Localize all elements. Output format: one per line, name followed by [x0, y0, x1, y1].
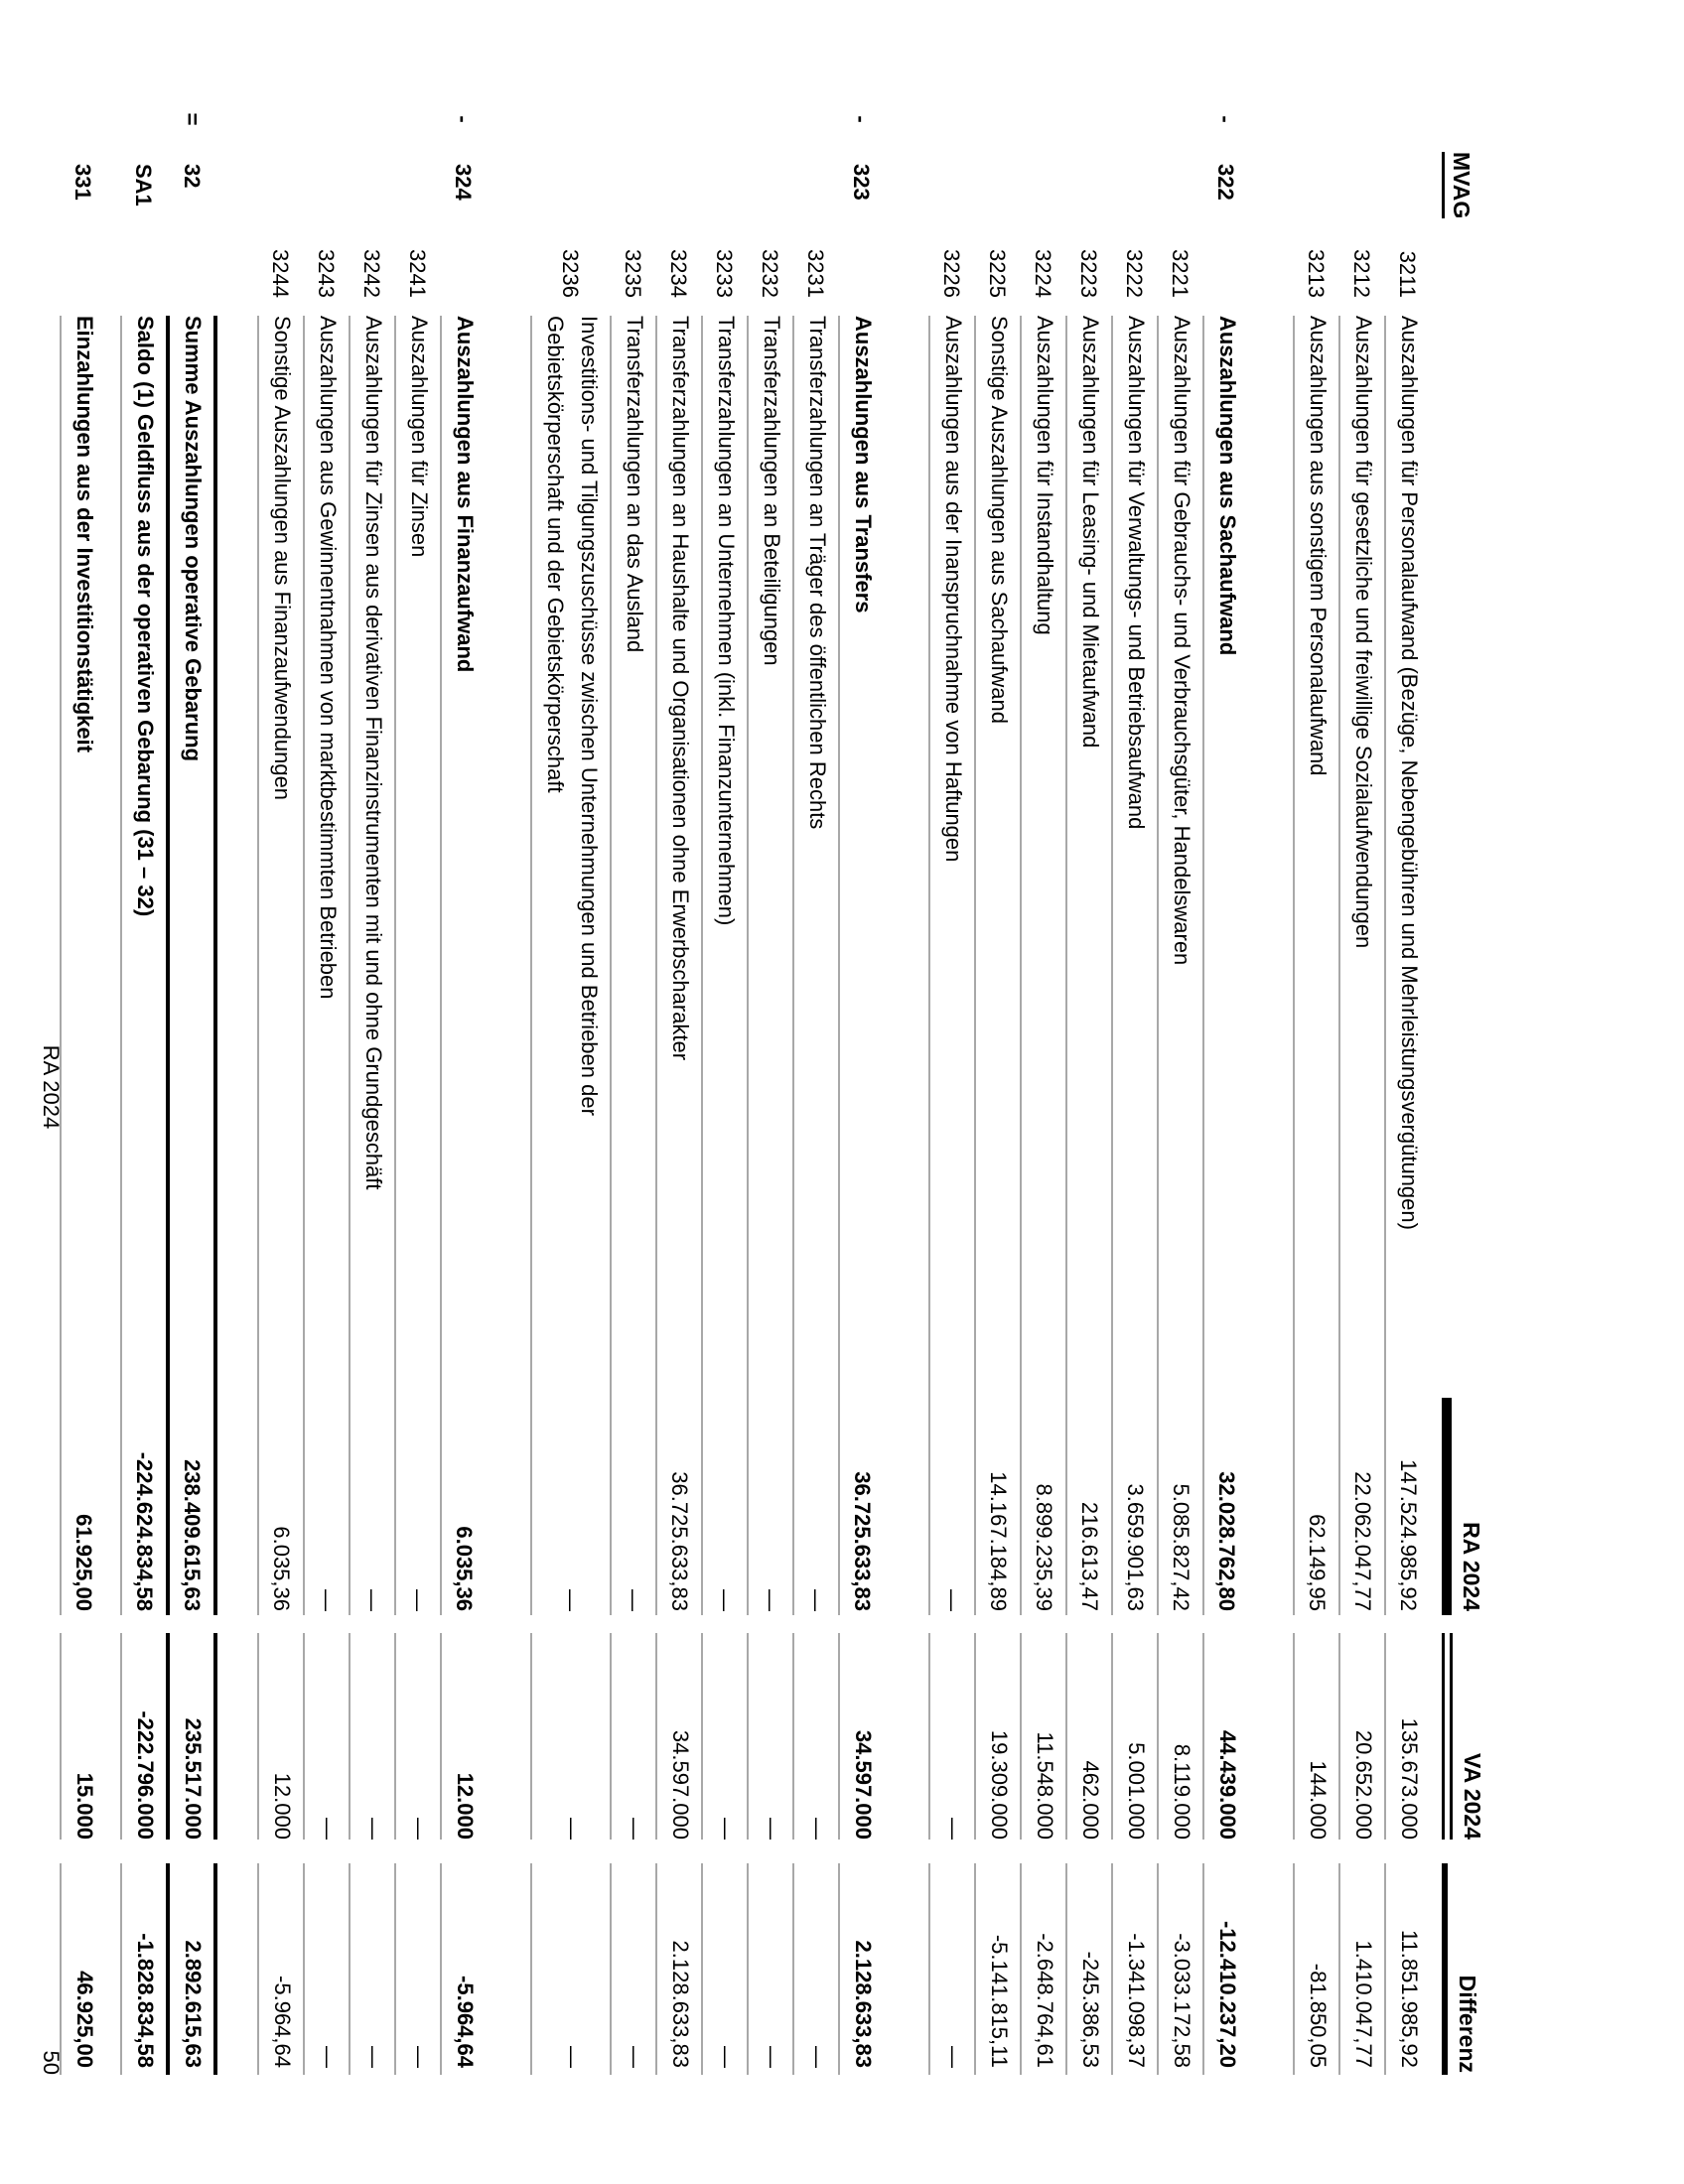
row-ra-value: 3.659.901,63	[1123, 1483, 1148, 1611]
table-content	[60, 0, 1684, 2184]
row-diff-value: -245.386,53	[1065, 1863, 1111, 2075]
row-description: Auszahlungen aus Sachaufwand	[1215, 316, 1240, 656]
row-ra-value: 6.035,36	[452, 1526, 477, 1611]
row-code: 3222	[1122, 249, 1147, 298]
row-code: 3211	[1395, 250, 1420, 298]
row-va-value: —	[928, 1633, 974, 1840]
row-description: Auszahlungen für Instandhaltung	[1033, 316, 1057, 635]
row-ra-value: —	[622, 1589, 646, 1611]
row-main-cell	[120, 316, 166, 1615]
row-description: Sonstige Auszahlungen aus Finanzaufwendungen	[270, 316, 295, 801]
row-description: Auszahlungen für Verwaltungs- und Betriebsaufwand	[1124, 316, 1149, 830]
row-description: Transferzahlungen an das Ausland	[623, 316, 647, 653]
row-code: 3232	[758, 249, 782, 298]
row-main-cell	[838, 316, 884, 1615]
row-main-cell	[303, 316, 349, 1615]
row-va-value: —	[530, 1633, 610, 1840]
row-ra-value: 238.409.615,63	[180, 1459, 205, 1611]
row-va-value: 8.119.000	[1157, 1633, 1202, 1840]
row-code: 32	[180, 164, 205, 189]
table-row	[530, 99, 610, 2184]
row-description: Summe Auszahlungen operative Gebarung	[181, 316, 206, 762]
row-code: 3231	[803, 249, 828, 298]
row-diff-value: —	[701, 1863, 747, 2075]
row-va-value: 235.517.000	[166, 1633, 217, 1840]
row-code: 3243	[314, 249, 339, 298]
row-va-value: —	[701, 1633, 747, 1840]
row-diff-value: -5.141.815,11	[974, 1863, 1020, 2075]
table-row	[1293, 99, 1338, 2184]
header-diff-column	[1442, 1863, 1480, 2075]
row-description: Sonstige Auszahlungen aus Sachaufwand	[987, 316, 1012, 724]
table-header-row	[1442, 99, 1485, 2184]
row-code: 331	[70, 164, 95, 201]
footer-report-label: RA 2024	[39, 1044, 64, 1130]
row-main-cell	[257, 316, 303, 1615]
row-ra-value: —	[759, 1589, 783, 1611]
row-main-cell	[440, 316, 486, 1615]
row-va-value: —	[394, 1633, 440, 1840]
header-diff-label: Differenz	[1455, 1975, 1480, 2073]
table-row	[120, 99, 166, 2184]
header-ra-column	[1442, 316, 1484, 1615]
row-diff-value: —	[610, 1863, 655, 2075]
row-main-cell	[610, 316, 655, 1615]
row-main-cell	[792, 316, 838, 1615]
row-main-cell	[1065, 316, 1111, 1615]
row-diff-value: 2.128.633,83	[655, 1863, 701, 2075]
row-main-cell	[974, 316, 1020, 1615]
row-ra-value: 6.035,36	[269, 1526, 294, 1611]
header-diff-underline	[1442, 1863, 1448, 2075]
row-va-value: 20.652.000	[1338, 1633, 1384, 1840]
row-diff-value: 46.925,00	[60, 1863, 105, 2075]
row-va-value: —	[747, 1633, 792, 1840]
row-ra-value: 22.062.047,77	[1350, 1471, 1375, 1611]
row-main-cell	[530, 316, 610, 1615]
row-ra-value: 8.899.235,39	[1032, 1483, 1056, 1611]
row-code: 3241	[405, 249, 430, 298]
row-description: Auszahlungen für Personalaufwand (Bezüge, Nebengebühren und Mehrleistungsvergütungen)	[1397, 316, 1422, 1230]
row-va-value: —	[610, 1633, 655, 1840]
row-diff-value: -81.850,05	[1293, 1863, 1338, 2075]
row-main-cell	[1020, 316, 1065, 1615]
table-row	[257, 99, 303, 2184]
row-va-value: 15.000	[60, 1633, 105, 1840]
table-row	[440, 99, 486, 2184]
row-diff-value: —	[792, 1863, 838, 2075]
header-ra-underline	[1442, 1398, 1452, 1615]
table-row	[1202, 99, 1248, 2184]
table-rows	[60, 99, 1430, 2184]
row-ra-value: —	[315, 1589, 340, 1611]
row-diff-value: -5.964,64	[257, 1863, 303, 2075]
row-code: 3225	[985, 249, 1010, 298]
row-main-cell	[349, 316, 394, 1615]
row-main-cell	[1384, 316, 1430, 1615]
row-description: Auszahlungen aus der Inanspruchnahme von Haftungen	[941, 316, 966, 863]
table-row	[1111, 99, 1157, 2184]
header-mvag	[1442, 99, 1474, 298]
row-main-cell	[928, 316, 974, 1615]
row-main-cell	[1338, 316, 1384, 1615]
header-mvag-label: MVAG	[1442, 152, 1474, 218]
row-description: Investitions- und Tilgungszuschüsse zwischen Unternehmungen und Betrieben der Gebietskörperschaft und der Gebietskörperschaft	[543, 316, 602, 1116]
row-description: Transferzahlungen an Unternehmen (inkl. Finanzunternehmen)	[714, 316, 739, 926]
row-diff-value: -12.410.237,20	[1202, 1863, 1248, 2075]
row-diff-value: 11.851.985,92	[1384, 1863, 1430, 2075]
row-operator: =	[180, 112, 205, 126]
table-row	[166, 99, 217, 2184]
row-va-value: -222.796.000	[120, 1633, 166, 1840]
table-row	[1338, 99, 1384, 2184]
row-diff-value: -1.341.098,37	[1111, 1863, 1157, 2075]
header-ra-label: RA 2024	[1459, 1522, 1484, 1611]
row-va-value: 462.000	[1065, 1633, 1111, 1840]
row-diff-value: 2.892.615,63	[166, 1863, 217, 2075]
row-main-cell	[394, 316, 440, 1615]
row-main-cell	[655, 316, 701, 1615]
row-ra-value: —	[360, 1589, 385, 1611]
row-diff-value: 2.128.633,83	[838, 1863, 884, 2075]
row-description: Transferzahlungen an Träger des öffentlichen Rechts	[805, 316, 830, 830]
row-description: Auszahlungen für Zinsen	[407, 316, 432, 558]
row-description: Auszahlungen aus Transfers	[851, 316, 876, 614]
row-operator: -	[849, 115, 874, 123]
table-row	[1065, 99, 1111, 2184]
row-ra-value: —	[804, 1589, 829, 1611]
row-code: 3223	[1076, 249, 1101, 298]
header-va-underline	[1442, 1633, 1453, 1840]
row-va-value: 135.673.000	[1384, 1633, 1430, 1840]
row-description: Transferzahlungen an Beteiligungen	[760, 316, 784, 666]
row-va-value: —	[303, 1633, 349, 1840]
row-ra-value: 216.613,47	[1077, 1501, 1102, 1611]
table-row	[655, 99, 701, 2184]
row-description: Auszahlungen für gesetzliche und freiwillige Sozialaufwendungen	[1351, 316, 1376, 949]
row-ra-value: 36.725.633,83	[667, 1471, 692, 1611]
row-va-value: 12.000	[257, 1633, 303, 1840]
row-code: 3221	[1168, 249, 1193, 298]
row-diff-value: —	[394, 1863, 440, 2075]
row-code: 3233	[712, 249, 737, 298]
page-footer	[38, 99, 64, 2075]
row-ra-value: —	[940, 1589, 965, 1611]
row-ra-value: 61.925,00	[71, 1514, 96, 1611]
row-va-value: 144.000	[1293, 1633, 1338, 1840]
row-diff-value: -5.964,64	[440, 1863, 486, 2075]
table-row	[928, 99, 974, 2184]
row-ra-value: 147.524.985,92	[1396, 1459, 1421, 1611]
row-diff-value: -1.828.834,58	[120, 1863, 166, 2075]
table-row	[303, 99, 349, 2184]
row-va-value: 11.548.000	[1020, 1633, 1065, 1840]
row-va-value: 44.439.000	[1202, 1633, 1248, 1840]
page-number: 50	[39, 2050, 64, 2075]
table-row	[792, 99, 838, 2184]
row-code: 322	[1213, 164, 1238, 201]
row-description: Saldo (1) Geldfluss aus der operativen Gebarung (31 – 32)	[133, 316, 158, 917]
row-diff-value: —	[349, 1863, 394, 2075]
row-code: 3242	[359, 249, 384, 298]
row-main-cell	[701, 316, 747, 1615]
row-code: SA1	[131, 164, 156, 206]
row-code: 324	[451, 164, 476, 201]
row-va-value: —	[792, 1633, 838, 1840]
row-va-value: 19.309.000	[974, 1633, 1020, 1840]
row-va-value: 34.597.000	[655, 1633, 701, 1840]
row-code: 3234	[666, 249, 691, 298]
row-description: Einzahlungen aus der Investitionstätigkeit	[72, 316, 97, 753]
row-code: 3224	[1031, 249, 1055, 298]
row-description: Auszahlungen aus Gewinnentnahmen von marktbestimmten Betrieben	[316, 316, 341, 1000]
row-diff-value: —	[928, 1863, 974, 2075]
row-va-value: 12.000	[440, 1633, 486, 1840]
row-ra-value: —	[713, 1589, 738, 1611]
row-description: Auszahlungen aus Finanzaufwand	[453, 316, 478, 673]
row-main-cell	[60, 316, 105, 1615]
row-diff-value: -3.033.172,58	[1157, 1863, 1202, 2075]
row-description: Auszahlungen für Gebrauchs- und Verbrauchsgüter, Handelswaren	[1170, 316, 1194, 966]
row-diff-value: 1.410.047,77	[1338, 1863, 1384, 2075]
row-code: 3244	[268, 249, 293, 298]
table-row	[838, 99, 884, 2184]
row-code: 3213	[1304, 249, 1329, 298]
row-va-value: 5.001.000	[1111, 1633, 1157, 1840]
row-description: Auszahlungen aus sonstigem Personalaufwand	[1306, 316, 1331, 776]
row-ra-value: 14.167.184,89	[986, 1471, 1011, 1611]
table-row	[1384, 99, 1430, 2184]
header-va-column	[1442, 1633, 1485, 1840]
row-ra-value: —	[559, 1589, 584, 1611]
row-diff-value: —	[303, 1863, 349, 2075]
row-ra-value: —	[406, 1589, 431, 1611]
row-main-cell	[1111, 316, 1157, 1615]
table-row	[394, 99, 440, 2184]
header-va-label: VA 2024	[1460, 1753, 1485, 1840]
row-main-cell	[166, 316, 217, 1615]
table-row	[1020, 99, 1065, 2184]
table-row	[610, 99, 655, 2184]
row-diff-value: —	[747, 1863, 792, 2075]
row-code: 323	[849, 164, 874, 201]
row-main-cell	[747, 316, 792, 1615]
table-row	[747, 99, 792, 2184]
table-row	[974, 99, 1020, 2184]
row-diff-value: —	[530, 1863, 610, 2075]
table-row	[1157, 99, 1202, 2184]
row-va-value: —	[349, 1633, 394, 1840]
row-code: 3235	[621, 249, 645, 298]
table-row	[701, 99, 747, 2184]
row-operator: -	[1213, 115, 1238, 123]
row-description: Auszahlungen für Zinsen aus derivativen Finanzinstrumenten mit und ohne Grundgeschäft	[361, 316, 386, 1190]
row-code: 3212	[1349, 249, 1374, 298]
row-description: Auszahlungen für Leasing- und Mietaufwand	[1078, 316, 1103, 749]
row-main-cell	[1293, 316, 1338, 1615]
row-operator: -	[451, 115, 476, 123]
row-ra-value: 32.028.762,80	[1214, 1471, 1239, 1611]
row-main-cell	[1202, 316, 1248, 1615]
row-diff-value: -2.648.764,61	[1020, 1863, 1065, 2075]
row-description: Transferzahlungen an Haushalte und Organisationen ohne Erwerbscharakter	[668, 316, 693, 1061]
row-va-value: 34.597.000	[838, 1633, 884, 1840]
row-ra-value: 5.085.827,42	[1169, 1483, 1193, 1611]
table-row	[349, 99, 394, 2184]
table-row	[60, 99, 105, 2184]
row-ra-value: 62.149,95	[1305, 1514, 1330, 1611]
row-code: 3236	[558, 249, 583, 298]
row-ra-value: -224.624.834,58	[132, 1451, 157, 1611]
row-ra-value: 36.725.633,83	[850, 1471, 875, 1611]
row-code: 3226	[939, 249, 964, 298]
row-main-cell	[1157, 316, 1202, 1615]
